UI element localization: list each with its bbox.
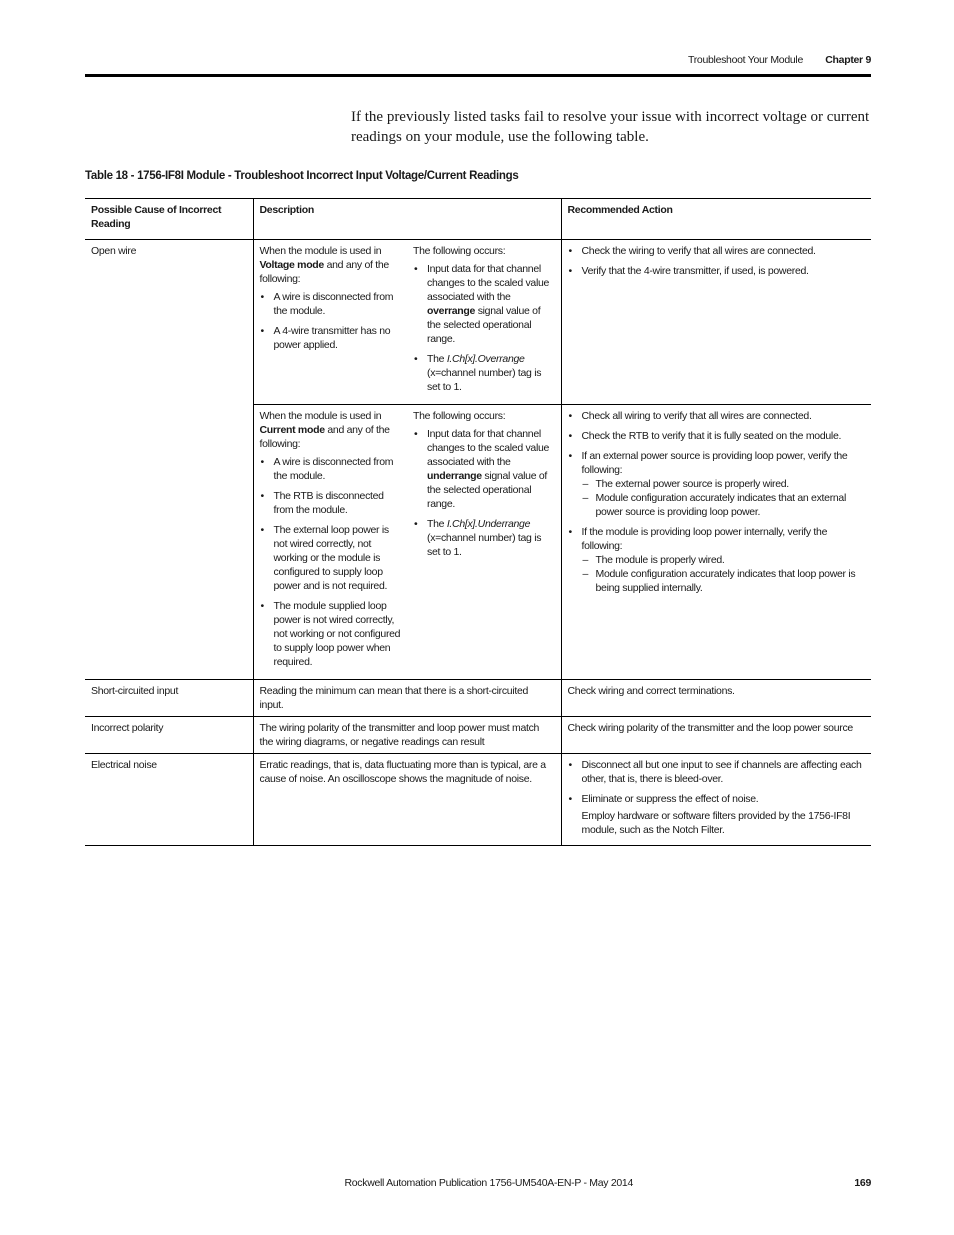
polarity-action: Check wiring polarity of the transmitter and the loop power source (561, 717, 871, 754)
noise-action (561, 754, 871, 846)
text: The (427, 353, 447, 365)
table-caption: Table 18 - 1756-IF8I Module - Troubleshoot Incorrect Input Voltage/Current Readings (85, 170, 519, 182)
list-item: • A wire is disconnected from the module. (274, 290, 402, 318)
list-item: • Check the wiring to verify that all wires are connected. (582, 244, 866, 258)
occurs-intro: The following occurs: (413, 410, 506, 422)
page-number: 169 (854, 1177, 871, 1189)
table-row (85, 754, 871, 846)
list-item: • Disconnect all but one input to see if channels are affecting each other, that is, there is bleed-over. (582, 758, 866, 786)
list-item (582, 525, 866, 595)
list-item (582, 792, 866, 837)
sub-list-item: – Module configuration accurately indicates that loop power is being supplied internally. (596, 567, 866, 595)
intro-paragraph: If the previously listed tasks fail to resolve your issue with incorrect voltage or current readings on your module, use the following table. (351, 109, 870, 145)
list-item: • Verify that the 4-wire transmitter, if used, is powered. (582, 264, 866, 278)
lead-bold: Voltage mode (259, 259, 324, 271)
text: Input data for that channel changes to the scaled value associated with the (427, 428, 550, 468)
page-header (85, 52, 871, 68)
header-action: Recommended Action (561, 199, 871, 240)
list-item: • The RTB is disconnected from the module. (274, 489, 402, 517)
list-item (427, 517, 555, 559)
short-circuit-description: Reading the minimum can mean that there is a short-circuited input. (253, 680, 561, 717)
open-wire-current-condition (253, 405, 407, 680)
open-wire-current-result (407, 405, 561, 680)
list-item: • A wire is disconnected from the module. (274, 455, 402, 483)
list-item (427, 352, 555, 394)
table-row (85, 240, 871, 405)
open-wire-voltage-action (561, 240, 871, 405)
lead-pre: When the module is used in (259, 410, 382, 422)
lead-post: and any of the following: (259, 259, 389, 285)
list-item: • A 4-wire transmitter has no power applied. (274, 324, 402, 352)
sub-list-item: – The external power source is properly wired. (596, 477, 866, 491)
table-row (85, 680, 871, 717)
header-description: Description (253, 199, 561, 240)
cause-noise: Electrical noise (85, 754, 253, 846)
tag-name: I.Ch[x].Underrange (446, 518, 531, 530)
polarity-description: The wiring polarity of the transmitter and loop power must match the wiring diagrams, or negative readings can result (253, 717, 561, 754)
open-wire-voltage-result (407, 240, 561, 405)
open-wire-current-action (561, 405, 871, 680)
text: (x=channel number) tag is set to 1. (427, 532, 542, 558)
lead-post: and any of the following: (259, 424, 390, 450)
lead-bold: Current mode (259, 424, 325, 436)
short-circuit-action: Check wiring and correct terminations. (561, 680, 871, 717)
list-item: • Check the RTB to verify that it is fully seated on the module. (582, 429, 866, 443)
table-row (85, 717, 871, 754)
note: Employ hardware or software filters provided by the 1756-IF8I module, such as the Notch Filter. (581, 810, 851, 836)
sub-list-item: – Module configuration accurately indicates that an external power source is providing loop power. (596, 491, 866, 519)
text: The (427, 518, 447, 530)
list-item (427, 427, 555, 511)
header-cause: Possible Cause of Incorrect Reading (85, 199, 253, 240)
list-item (427, 262, 555, 346)
list-item: • The external loop power is not wired correctly, not working or the module is configured to supply loop power and is not required. (274, 523, 402, 593)
text: If the module is providing loop power internally, verify the following: (581, 526, 828, 552)
cause-short-circuit: Short-circuited input (85, 680, 253, 717)
list-item (582, 449, 866, 519)
text: signal value of the selected operational range. (427, 470, 548, 510)
table-header-row (85, 199, 871, 240)
list-item: • The module supplied loop power is not wired correctly, not working or not configured to supply loop power when required. (274, 599, 402, 669)
sub-list-item: – The module is properly wired. (596, 553, 866, 567)
troubleshoot-table (85, 198, 871, 846)
header-rule (85, 74, 871, 77)
noise-description: Erratic readings, that is, data fluctuating more than is typical, are a cause of noise. An oscilloscope shows the magnitude of noise. (253, 754, 561, 846)
cause-polarity: Incorrect polarity (85, 717, 253, 754)
lead-pre: When the module is used in (259, 245, 382, 257)
open-wire-voltage-condition (253, 240, 407, 405)
text: Eliminate or suppress the effect of noise. (581, 793, 759, 805)
overrange-bold: overrange (427, 305, 476, 317)
underrange-bold: underrange (427, 470, 482, 482)
cause-open-wire: Open wire (85, 240, 253, 680)
list-item: • Check all wiring to verify that all wires are connected. (582, 409, 866, 423)
text: If an external power source is providing loop power, verify the following: (581, 450, 848, 476)
occurs-intro: The following occurs: (413, 245, 506, 257)
header-chapter-label: Chapter 9 (825, 54, 871, 66)
header-section-title: Troubleshoot Your Module (688, 54, 803, 66)
publication-id: Rockwell Automation Publication 1756-UM540A-EN-P - May 2014 (344, 1177, 633, 1189)
text: Input data for that channel changes to the scaled value associated with the (427, 263, 550, 303)
text: (x=channel number) tag is set to 1. (427, 367, 542, 393)
tag-name: I.Ch[x].Overrange (446, 353, 525, 365)
text: signal value of the selected operational range. (427, 305, 541, 345)
